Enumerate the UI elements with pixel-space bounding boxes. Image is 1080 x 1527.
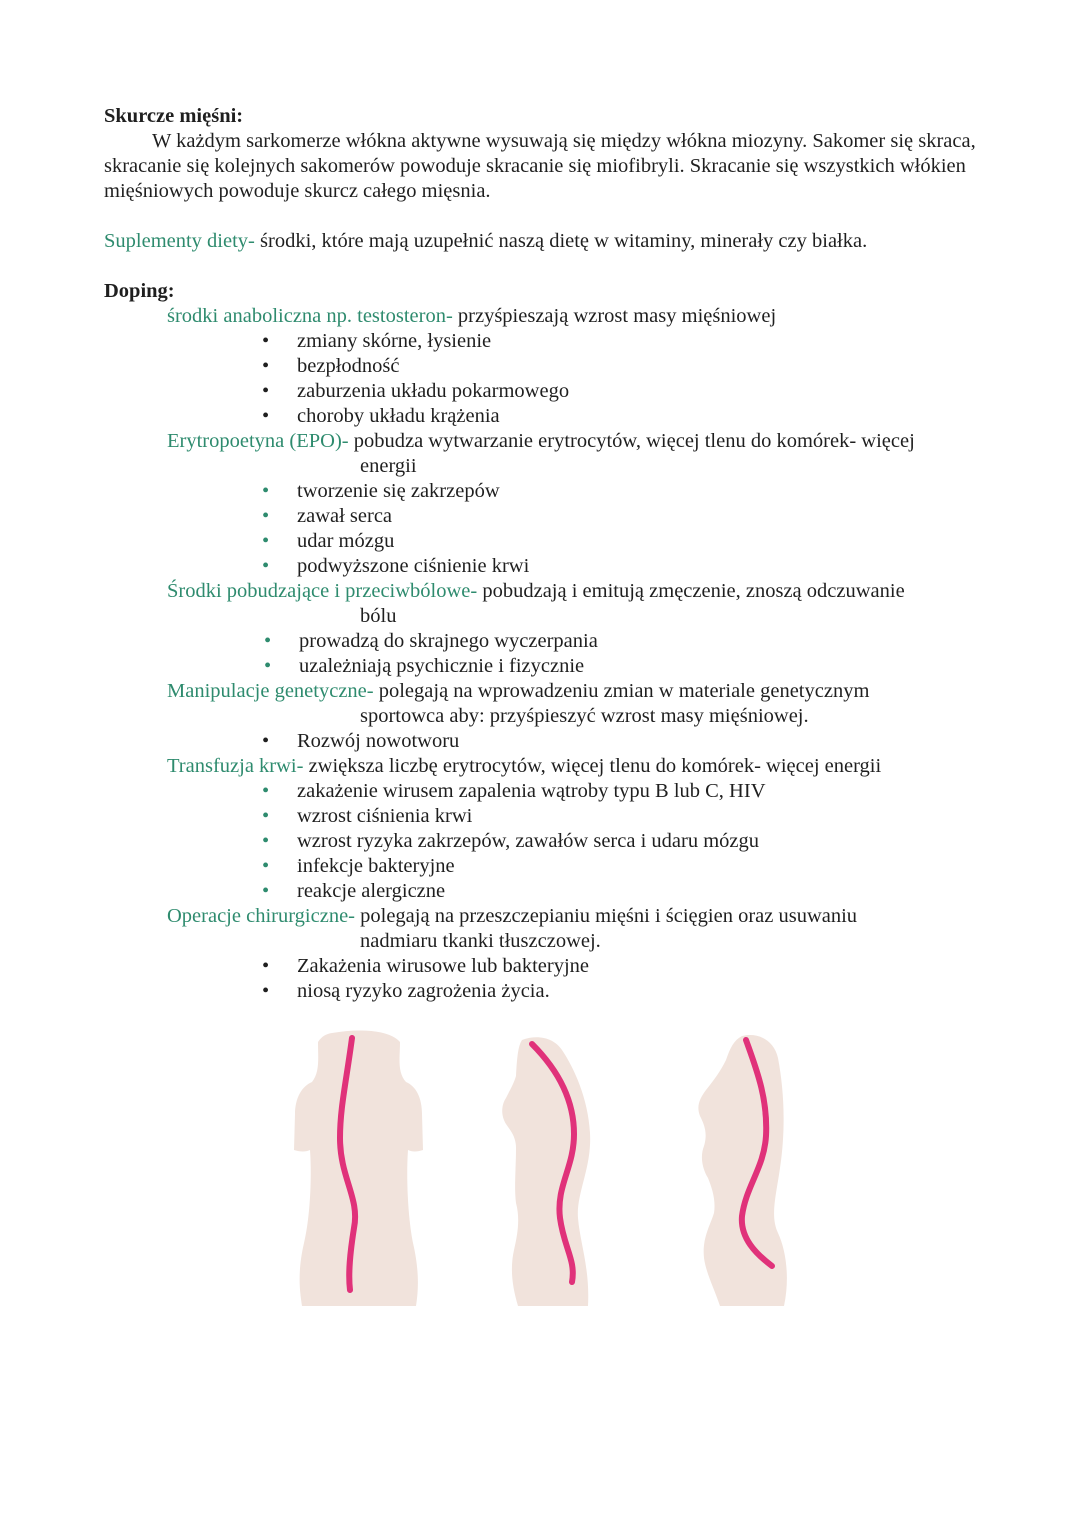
list-item: • zawał serca xyxy=(262,504,962,529)
section-desc-continued: bólu xyxy=(360,605,397,627)
doping-section-stimulants xyxy=(167,579,997,629)
doping-section-transfusion xyxy=(167,754,997,779)
section-desc: polegają na wprowadzeniu zmian w materiale genetycznym xyxy=(373,680,870,702)
list-item: • Rozwój nowotworu xyxy=(262,729,962,754)
doping-section-epo xyxy=(167,429,997,479)
suplementy-term: Suplementy diety- xyxy=(104,230,255,252)
list-item: • wzrost ciśnienia krwi xyxy=(262,804,962,829)
list-item: • wzrost ryzyka zakrzepów, zawałów serca i udaru mózgu xyxy=(262,829,962,854)
list-item: • prowadzą do skrajnego wyczerpania xyxy=(264,629,964,654)
spine-posture-illustration xyxy=(270,1028,800,1308)
suplementy-text: środki, które mają uzupełnić naszą dietę w witaminy, minerały czy białka. xyxy=(254,230,868,252)
side-view-figure-kyphosis xyxy=(698,1035,786,1306)
list-item: • infekcje bakteryjne xyxy=(262,854,962,879)
suplementy-paragraph xyxy=(104,229,1004,254)
section-desc-continued: sportowca aby: przyśpieszyć wzrost masy mięśniowej. xyxy=(360,705,809,727)
section-desc: pobudzają i emitują zmęczenie, znoszą odczuwanie xyxy=(477,580,905,602)
section-desc: przyśpieszają wzrost masy mięśniowej xyxy=(452,305,777,327)
section-desc-continued: energii xyxy=(360,455,417,477)
torso-side-silhouette xyxy=(502,1037,590,1306)
list-item: • podwyższone ciśnienie krwi xyxy=(262,554,962,579)
bullet-list-transfusion xyxy=(262,779,962,904)
section-term: Operacje chirurgiczne- xyxy=(167,905,355,927)
list-item: • uzależniają psychicznie i fizycznie xyxy=(264,654,964,679)
side-view-figure-lordosis xyxy=(502,1037,590,1306)
section-term: środki anaboliczna np. testosteron- xyxy=(167,305,453,327)
list-item: • udar mózgu xyxy=(262,529,962,554)
bullet-list-anabolic xyxy=(262,329,962,429)
back-view-figure xyxy=(294,1030,423,1306)
list-item: • choroby układu krążenia xyxy=(262,404,962,429)
bullet-list-stimulants xyxy=(264,629,964,679)
section-term: Transfuzja krwi- xyxy=(167,755,304,777)
list-item: • zaburzenia układu pokarmowego xyxy=(262,379,962,404)
bullet-list-surgery xyxy=(262,954,962,1004)
section-term: Środki pobudzające i przeciwbólowe- xyxy=(167,580,478,602)
doping-section-anabolic xyxy=(167,304,997,329)
torso-back-silhouette xyxy=(294,1030,423,1306)
list-item: • niosą ryzyko zagrożenia życia. xyxy=(262,979,962,1004)
list-item: • reakcje alergiczne xyxy=(262,879,962,904)
bullet-list-genetic xyxy=(262,729,962,754)
section-desc-continued: nadmiaru tkanki tłuszczowej. xyxy=(360,930,601,952)
section-desc: polegają na przeszczepianiu mięśni i ścięgien oraz usuwaniu xyxy=(355,905,858,927)
list-item: • bezpłodność xyxy=(262,354,962,379)
section-desc: zwiększa liczbę erytrocytów, więcej tlenu do komórek- więcej energii xyxy=(303,755,882,777)
list-item: • tworzenie się zakrzepów xyxy=(262,479,962,504)
list-item: • zakażenie wirusem zapalenia wątroby typu B lub C, HIV xyxy=(262,779,962,804)
list-item: • zmiany skórne, łysienie xyxy=(262,329,962,354)
doping-heading: Doping: xyxy=(104,280,175,302)
skurcze-paragraph: W każdym sarkomerze włókna aktywne wysuwają się między włókna miozyny. Sakomer się skraca, skracanie się kolejnych sakomerów powoduje skracanie się miofibryli. Skracanie się wszystkich włókien mięśniowych powoduje skurcz całego mięsnia. xyxy=(104,130,976,202)
list-item: • Zakażenia wirusowe lub bakteryjne xyxy=(262,954,962,979)
bullet-list-epo xyxy=(262,479,962,579)
section-term: Erytropoetyna (EPO)- xyxy=(167,430,349,452)
doping-section-surgery xyxy=(167,904,997,954)
section-desc: pobudza wytwarzanie erytrocytów, więcej tlenu do komórek- więcej xyxy=(348,430,915,452)
doping-section-genetic xyxy=(167,679,997,729)
skurcze-heading: Skurcze mięśni: xyxy=(104,105,244,127)
section-term: Manipulacje genetyczne- xyxy=(167,680,374,702)
